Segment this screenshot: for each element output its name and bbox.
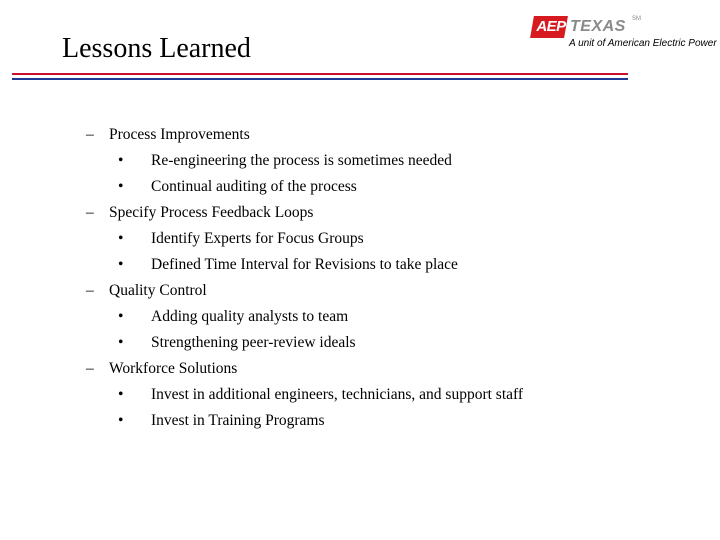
bullet-text: Re-engineering the process is sometimes needed (151, 152, 452, 169)
logo-tagline: A unit of American Electric Power (569, 38, 717, 49)
bullet-text: Invest in Training Programs (151, 412, 325, 429)
section-heading (86, 122, 706, 148)
dash-marker: – (86, 204, 94, 221)
bullet-marker: • (118, 256, 124, 273)
dash-marker: – (86, 126, 94, 143)
bullet-marker: • (118, 178, 124, 195)
dash-marker: – (86, 360, 94, 377)
section-heading (86, 200, 706, 226)
bullet-marker: • (118, 386, 124, 403)
bullet-item (86, 330, 706, 356)
title-divider-blue (12, 78, 628, 80)
bullet-text: Strengthening peer-review ideals (151, 334, 356, 351)
bullet-item (86, 408, 706, 434)
bullet-item (86, 226, 706, 252)
logo-name: TEXAS (570, 18, 626, 35)
bullet-text: Adding quality analysts to team (151, 308, 349, 325)
dash-marker: – (86, 282, 94, 299)
bullet-marker: • (118, 412, 124, 429)
aep-texas-logo (532, 14, 717, 52)
bullet-marker: • (118, 308, 124, 325)
section-heading-text: Quality Control (109, 282, 207, 299)
bullet-text: Invest in additional engineers, technicians, and support staff (151, 386, 524, 403)
bullet-item (86, 252, 706, 278)
bullet-marker: • (118, 334, 124, 351)
bullet-item (86, 148, 706, 174)
section-heading (86, 278, 706, 304)
bullet-list (86, 122, 706, 434)
section-heading-text: Workforce Solutions (109, 360, 238, 377)
trademark-symbol: SM (632, 16, 641, 22)
slide-title: Lessons Learned (62, 33, 251, 64)
bullet-text: Defined Time Interval for Revisions to take place (151, 256, 458, 273)
section-heading (86, 356, 706, 382)
section-heading-text: Process Improvements (109, 126, 250, 143)
bullet-text: Identify Experts for Focus Groups (151, 230, 364, 247)
title-divider-red (12, 73, 628, 75)
bullet-item (86, 174, 706, 200)
section-heading-text: Specify Process Feedback Loops (109, 204, 314, 221)
bullet-item (86, 382, 706, 408)
bullet-item (86, 304, 706, 330)
bullet-text: Continual auditing of the process (151, 178, 357, 195)
bullet-marker: • (118, 152, 124, 169)
bullet-marker: • (118, 230, 124, 247)
aep-logo-mark: AEP (536, 18, 566, 35)
